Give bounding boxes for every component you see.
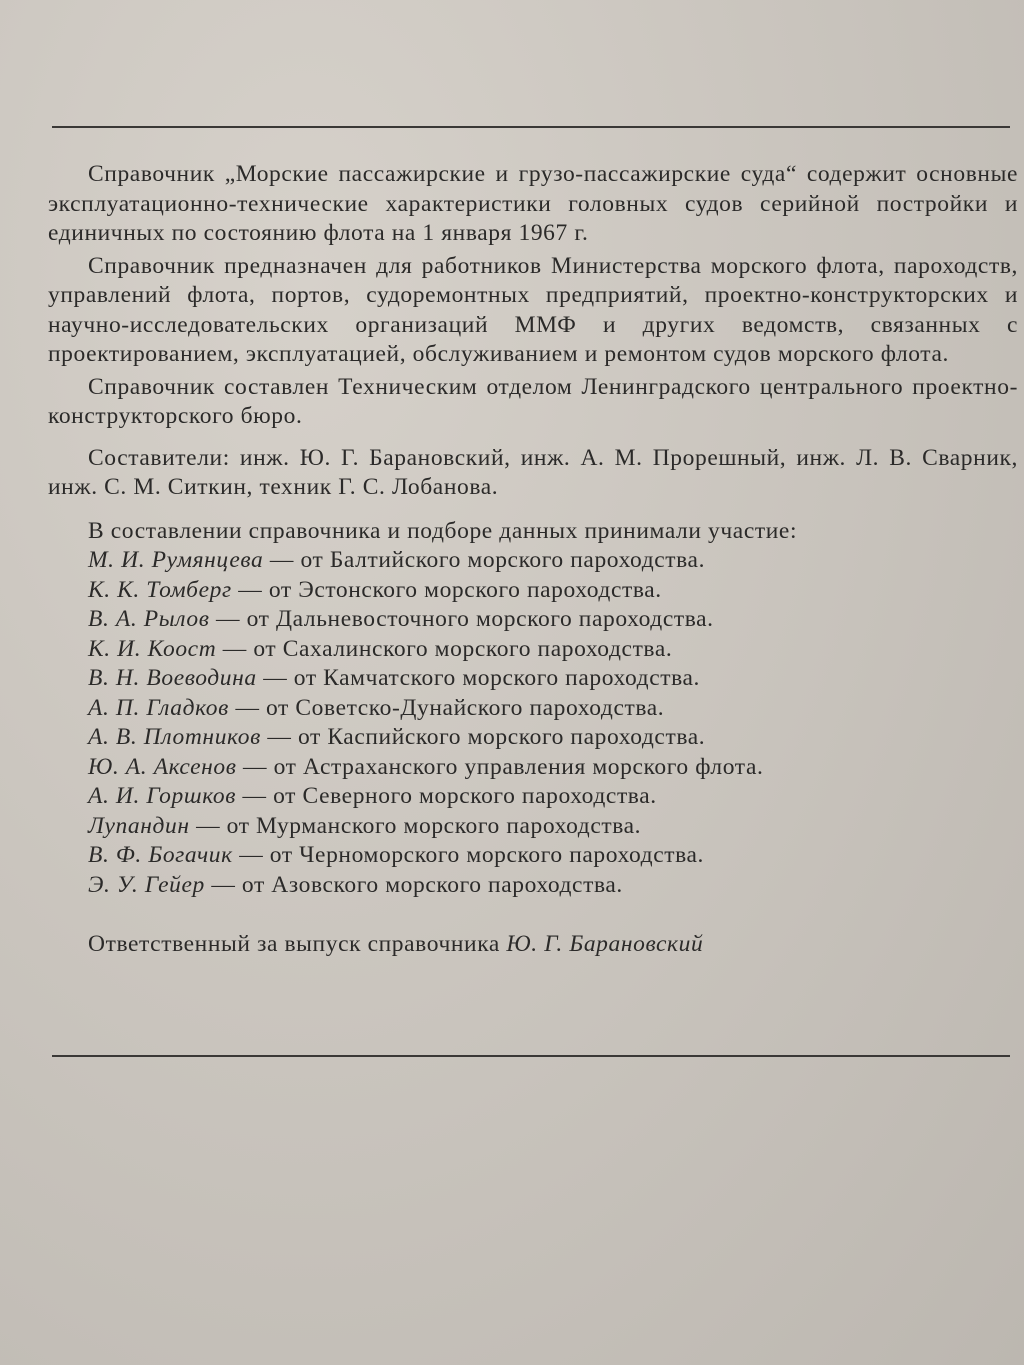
list-item (48, 576, 1018, 606)
contributor-name: М. И. Румянцева (88, 547, 264, 573)
list-item (48, 841, 1018, 871)
contributor-org: — от Балтийского морского пароходства. (263, 547, 706, 573)
intro-paragraph-1: Справочник „Морские пассажирские и грузо-пассажирские суда“ содержит основные эксплуатационно-технические характеристики головных судов серийной постройки и единичных по состоянию флота на 1 января 1967 г. (48, 161, 1018, 246)
list-item (48, 605, 1018, 635)
list-item (48, 723, 1018, 753)
contributor-name: А. П. Гладков (88, 694, 229, 721)
contributor-name: А. В. Плотников (88, 724, 261, 750)
list-item (48, 664, 1018, 694)
contributor-org: — от Астраханского управления морского флота. (236, 753, 764, 780)
contributors-intro: В составлении справочника и подборе данных принимали участие: (88, 517, 798, 544)
contributor-name: Лупандин (88, 812, 190, 839)
list-item (48, 753, 1018, 783)
contributor-org: — от Мурманского морского пароходства. (189, 812, 642, 839)
responsible-editor-line (48, 930, 1018, 960)
compilers-paragraph: Составители: инж. Ю. Г. Барановский, инж. А. М. Прорешный, инж. Л. В. Сварник, инж. С. М. Ситкин, техник Г. С. Лобанова. (48, 444, 1018, 500)
contributor-org: — от Камчатского морского пароходства. (256, 665, 700, 691)
top-rule (52, 126, 1010, 128)
contributor-name: В. А. Рылов (88, 606, 210, 632)
list-item (48, 782, 1018, 812)
contributor-org: — от Северного морского пароходства. (236, 783, 657, 809)
contributor-name: Э. У. Гейер (88, 871, 205, 898)
contributor-org: — от Азовского морского пароходства. (204, 871, 623, 898)
list-item (48, 812, 1018, 842)
list-item (48, 546, 1018, 576)
contributor-org: — от Эстонского морского пароходства. (231, 576, 662, 603)
contributor-name: В. Н. Воеводина (88, 665, 257, 691)
list-item (48, 635, 1018, 665)
contributor-org: — от Сахалинского морского пароходства. (216, 635, 673, 662)
contributor-name: К. К. Томберг (88, 576, 232, 603)
bottom-rule (52, 1055, 1010, 1057)
intro-paragraph-3: Справочник составлен Техническим отделом Ленинградского центрального проектно-конструкторского бюро. (48, 373, 1018, 429)
list-item (48, 694, 1018, 724)
contributors-list (48, 546, 1018, 900)
document-body (48, 160, 1018, 983)
list-item (48, 871, 1018, 901)
contributor-name: А. И. Горшков (88, 783, 237, 809)
contributor-name: К. И. Коост (88, 635, 217, 662)
contributor-name: В. Ф. Богачик (88, 842, 233, 868)
contributor-org: — от Каспийского морского пароходства. (260, 724, 706, 750)
contributor-name: Ю. А. Аксенов (88, 753, 237, 780)
intro-paragraph-2: Справочник предназначен для работников Министерства морского флота, пароходств, управлений флота, портов, судоремонтных предприятий, проектно-конструкторских и научно-исследовательских организаций ММФ и других ведомств, связанных с проектированием, эксплуатацией, обслуживанием и ремонтом судов морского флота. (48, 252, 1018, 367)
contributor-org: — от Черноморского морского пароходства. (232, 842, 705, 868)
contributor-org: — от Дальневосточного морского пароходства. (209, 606, 714, 632)
responsible-label: Ответственный за выпуск справочника (88, 931, 507, 957)
contributor-org: — от Советско-Дунайского пароходства. (228, 694, 665, 721)
responsible-name: Ю. Г. Барановский (506, 931, 704, 957)
